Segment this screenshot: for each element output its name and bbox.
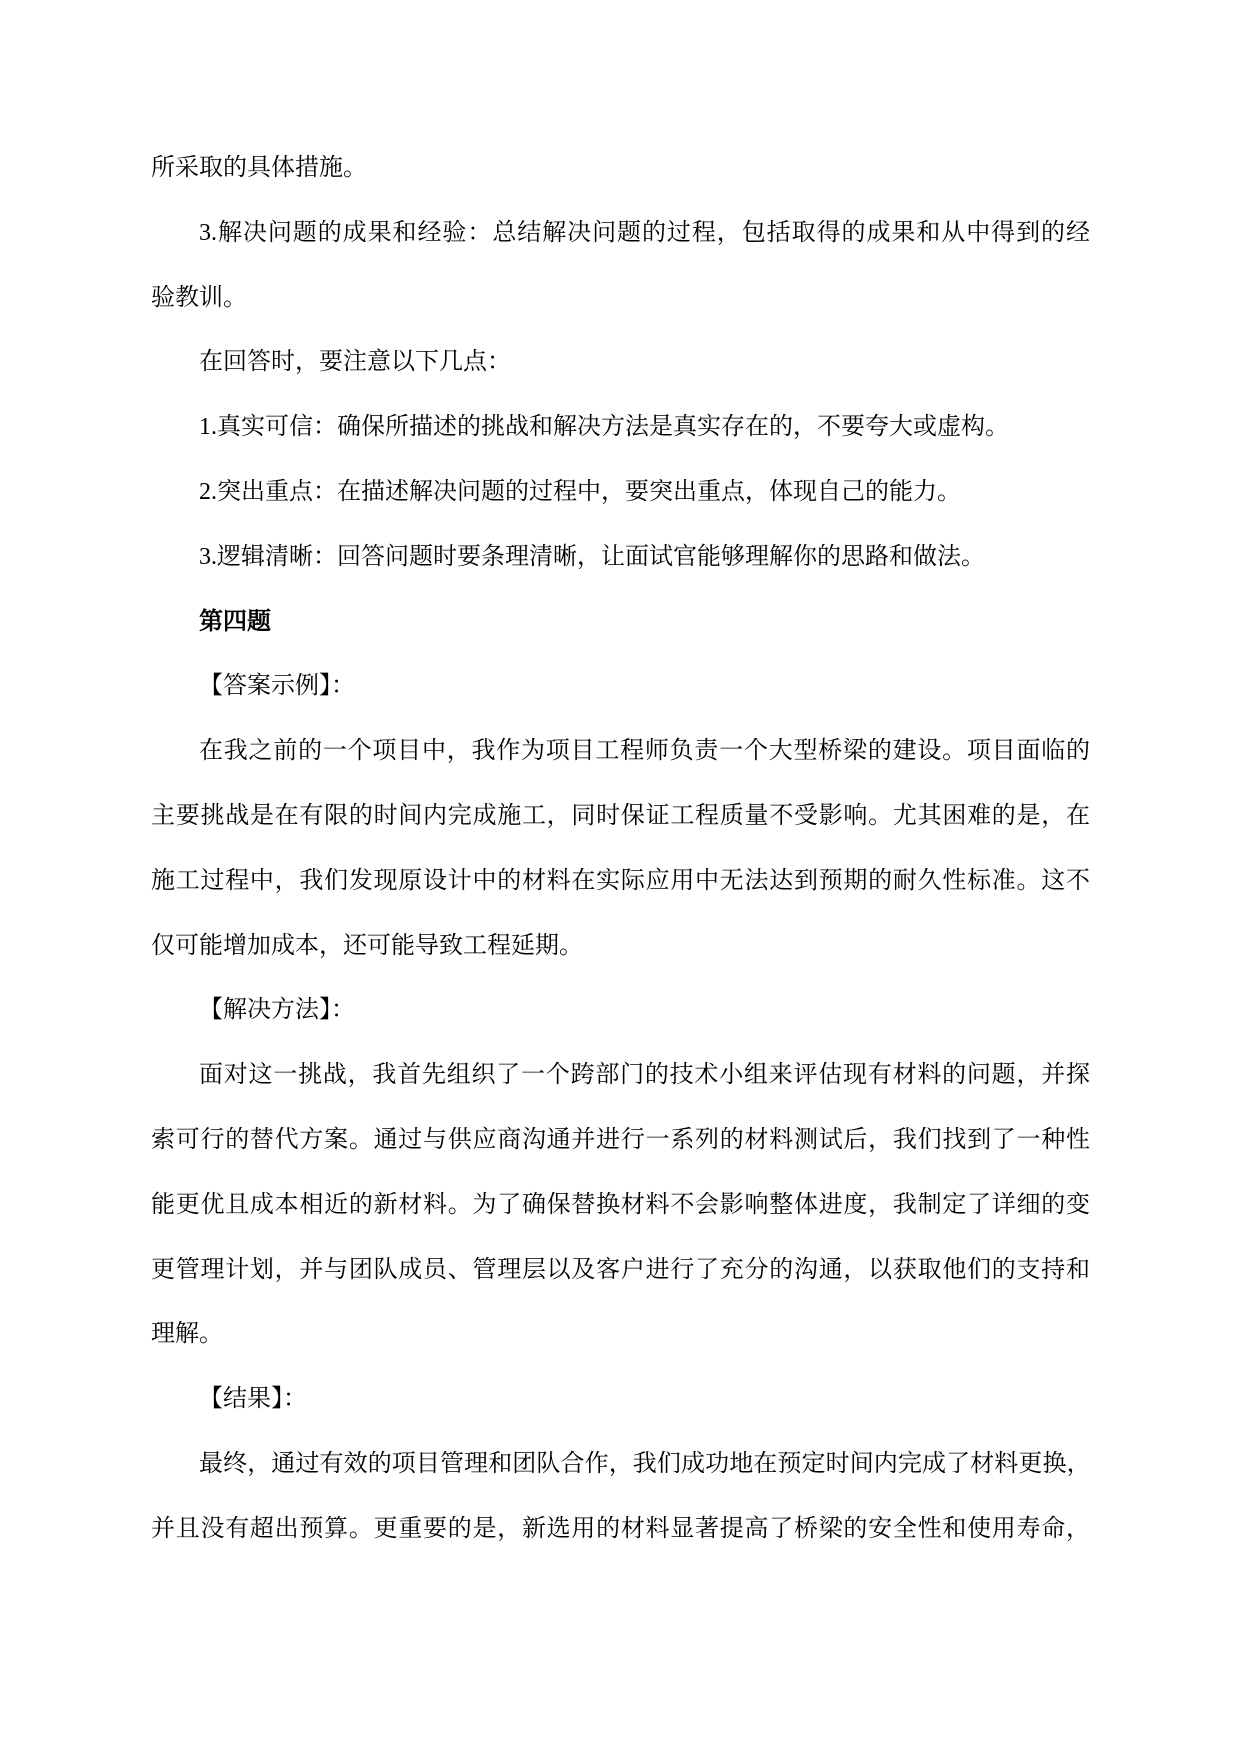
result-label: [151, 1367, 1090, 1432]
notes-intro: [151, 330, 1090, 395]
paragraph-line: 更管理计划，并与团队成员、管理层以及客户进行了充分的沟通，以获取他们的支持和: [151, 1256, 1090, 1283]
paragraph-line: 理解。: [151, 1321, 223, 1348]
paragraph-line: 所采取的具体措施。: [151, 155, 367, 181]
note-item: 3.逻辑清晰：回答问题时要条理清晰，让面试官能够理解你的思路和做法。: [199, 543, 985, 570]
paragraph-line: 验教训。: [151, 284, 247, 311]
point-3-paragraph: [151, 201, 1090, 331]
answer-label: [151, 654, 1090, 719]
method-paragraph: [151, 1043, 1090, 1367]
continuation-paragraph: [151, 136, 1090, 201]
section-label: 【解决方法】：: [199, 997, 355, 1024]
paragraph-line: 在我之前的一个项目中，我作为项目工程师负责一个大型桥梁的建设。项目面临的: [199, 738, 1090, 765]
paragraph-line: 3.解决问题的成果和经验：总结解决问题的过程，包括取得的成果和从中得到的经: [199, 219, 1090, 246]
result-paragraph: [151, 1432, 1090, 1562]
answer-paragraph: [151, 719, 1090, 978]
section-label: 【答案示例】：: [199, 673, 355, 700]
paragraph-line: 在回答时，要注意以下几点：: [199, 349, 511, 376]
question-heading: [151, 590, 1090, 655]
paragraph-line: 面对这一挑战，我首先组织了一个跨部门的技术小组来评估现有材料的问题，并探: [199, 1062, 1090, 1089]
paragraph-line: 主要挑战是在有限的时间内完成施工，同时保证工程质量不受影响。尤其困难的是，在: [151, 802, 1090, 829]
notes-list: [151, 395, 1090, 589]
paragraph-line: 能更优且成本相近的新材料。为了确保替换材料不会影响整体进度，我制定了详细的变: [151, 1191, 1090, 1218]
note-item: 2.突出重点：在描述解决问题的过程中，要突出重点，体现自己的能力。: [199, 478, 961, 505]
section-label: 【结果】：: [199, 1386, 307, 1413]
section-heading: 第四题: [199, 608, 271, 635]
method-label: [151, 978, 1090, 1043]
paragraph-line: 索可行的替代方案。通过与供应商沟通并进行一系列的材料测试后，我们找到了一种性: [151, 1126, 1090, 1153]
paragraph-line: 仅可能增加成本，还可能导致工程延期。: [151, 932, 583, 959]
note-item: 1.真实可信：确保所描述的挑战和解决方法是真实存在的，不要夸大或虚构。: [199, 414, 1009, 441]
paragraph-line: 施工过程中，我们发现原设计中的材料在实际应用中无法达到预期的耐久性标准。这不: [151, 867, 1090, 894]
paragraph-line: 并且没有超出预算。更重要的是，新选用的材料显著提高了桥梁的安全性和使用寿命，: [151, 1515, 1090, 1542]
paragraph-line: 最终，通过有效的项目管理和团队合作，我们成功地在预定时间内完成了材料更换，: [199, 1450, 1090, 1477]
